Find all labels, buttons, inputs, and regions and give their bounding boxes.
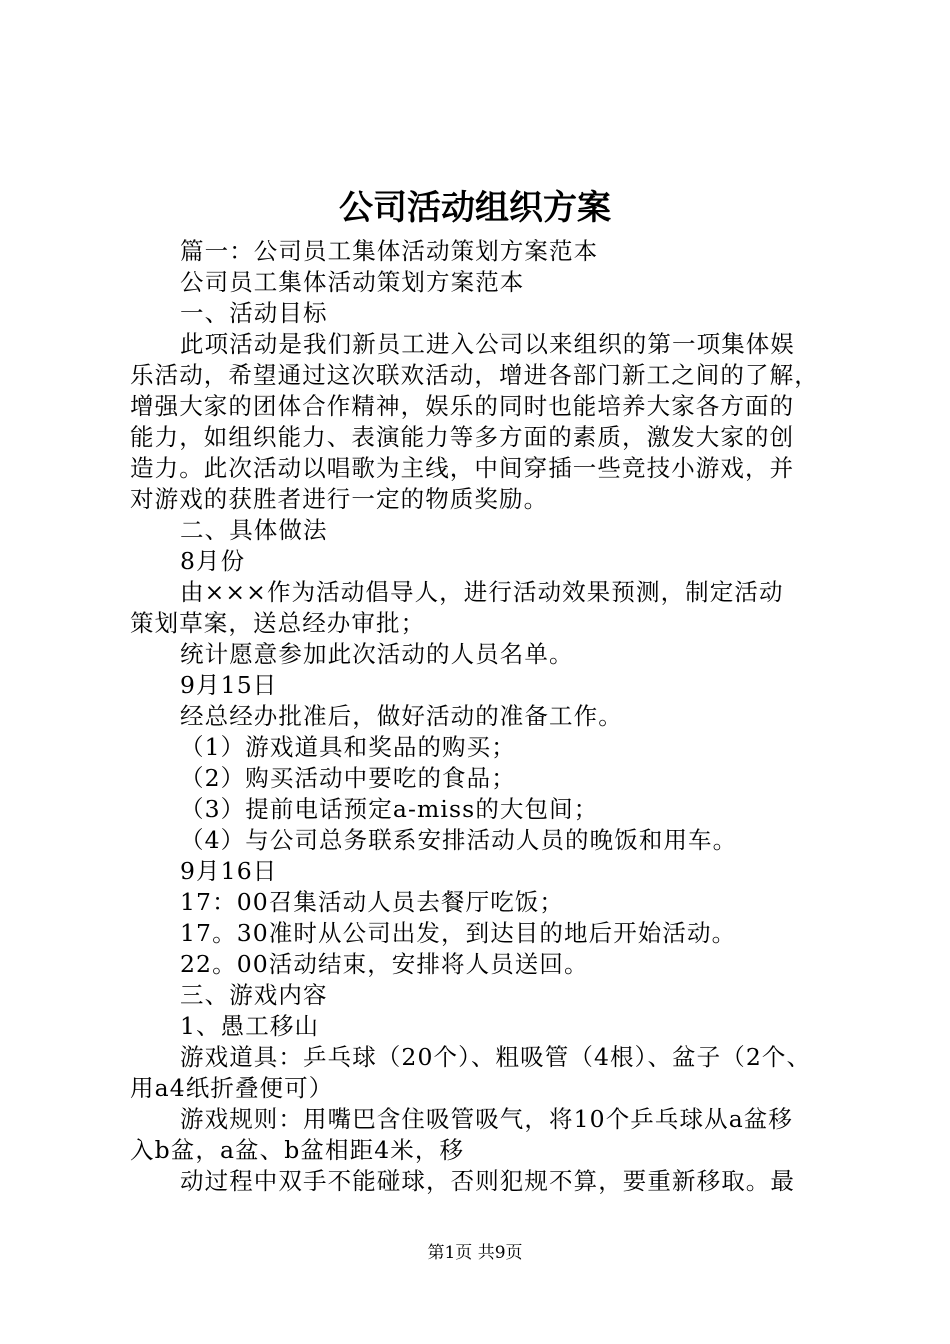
body-line: 游戏道具：乒乓球（20个）、粗吸管（4根）、盆子（2个、 bbox=[180, 1043, 812, 1071]
page-footer: 第1页 共9页 bbox=[427, 1243, 523, 1263]
body-line: 游戏规则：用嘴巴含住吸管吸气，将10个乒乓球从a盆移 bbox=[180, 1105, 794, 1133]
body-line: 三、游戏内容 bbox=[180, 981, 328, 1009]
body-line: 经总经办批准后，做好活动的准备工作。 bbox=[180, 702, 623, 730]
body-line: （3）提前电话预定a-miss的大包间； bbox=[180, 795, 599, 823]
body-line: 公司员工集体活动策划方案范本 bbox=[180, 268, 525, 296]
body-line: 策划草案，送总经办审批； bbox=[130, 609, 426, 637]
body-line: 二、具体做法 bbox=[180, 516, 328, 544]
body-line: 篇一：公司员工集体活动策划方案范本 bbox=[180, 237, 599, 265]
body-line: （1）游戏道具和奖品的购买； bbox=[180, 733, 516, 761]
body-line: 对游戏的获胜者进行一定的物质奖励。 bbox=[130, 485, 549, 513]
body-line: 动过程中双手不能碰球，否则犯规不算，要重新移取。最 bbox=[180, 1167, 795, 1195]
body-line: 一、活动目标 bbox=[180, 299, 328, 327]
body-line: 用a4纸折叠便可） bbox=[130, 1074, 334, 1102]
document-body bbox=[130, 236, 830, 1197]
body-line: （4）与公司总务联系安排活动人员的晚饭和用车。 bbox=[180, 826, 738, 854]
body-line: 1、愚工移山 bbox=[180, 1012, 320, 1040]
body-line: 由×××作为活动倡导人，进行活动效果预测，制定活动 bbox=[180, 578, 784, 606]
body-line: 乐活动，希望通过这次联欢活动，增进各部门新工之间的了解， bbox=[130, 361, 819, 389]
body-line: 17：00召集活动人员去餐厅吃饭； bbox=[180, 888, 565, 916]
body-line: 此项活动是我们新员工进入公司以来组织的第一项集体娱 bbox=[180, 330, 795, 358]
body-line: 能力，如组织能力、表演能力等多方面的素质，激发大家的创 bbox=[130, 423, 795, 451]
body-line: （2）购买活动中要吃的食品； bbox=[180, 764, 516, 792]
body-line: 入b盆，a盆、b盆相距4米，移 bbox=[130, 1136, 465, 1164]
body-line: 8月份 bbox=[180, 547, 246, 575]
body-line: 9月16日 bbox=[180, 857, 278, 885]
body-line: 造力。此次活动以唱歌为主线，中间穿插一些竞技小游戏，并 bbox=[130, 454, 795, 482]
body-line: 17。30准时从公司出发，到达目的地后开始活动。 bbox=[180, 919, 737, 947]
body-line: 增强大家的团体合作精神，娱乐的同时也能培养大家各方面的 bbox=[130, 392, 795, 420]
body-line: 统计愿意参加此次活动的人员名单。 bbox=[180, 640, 574, 668]
body-line: 9月15日 bbox=[180, 671, 278, 699]
body-line: 22。00活动结束，安排将人员送回。 bbox=[180, 950, 589, 978]
document-title: 公司活动组织方案 bbox=[339, 188, 611, 228]
